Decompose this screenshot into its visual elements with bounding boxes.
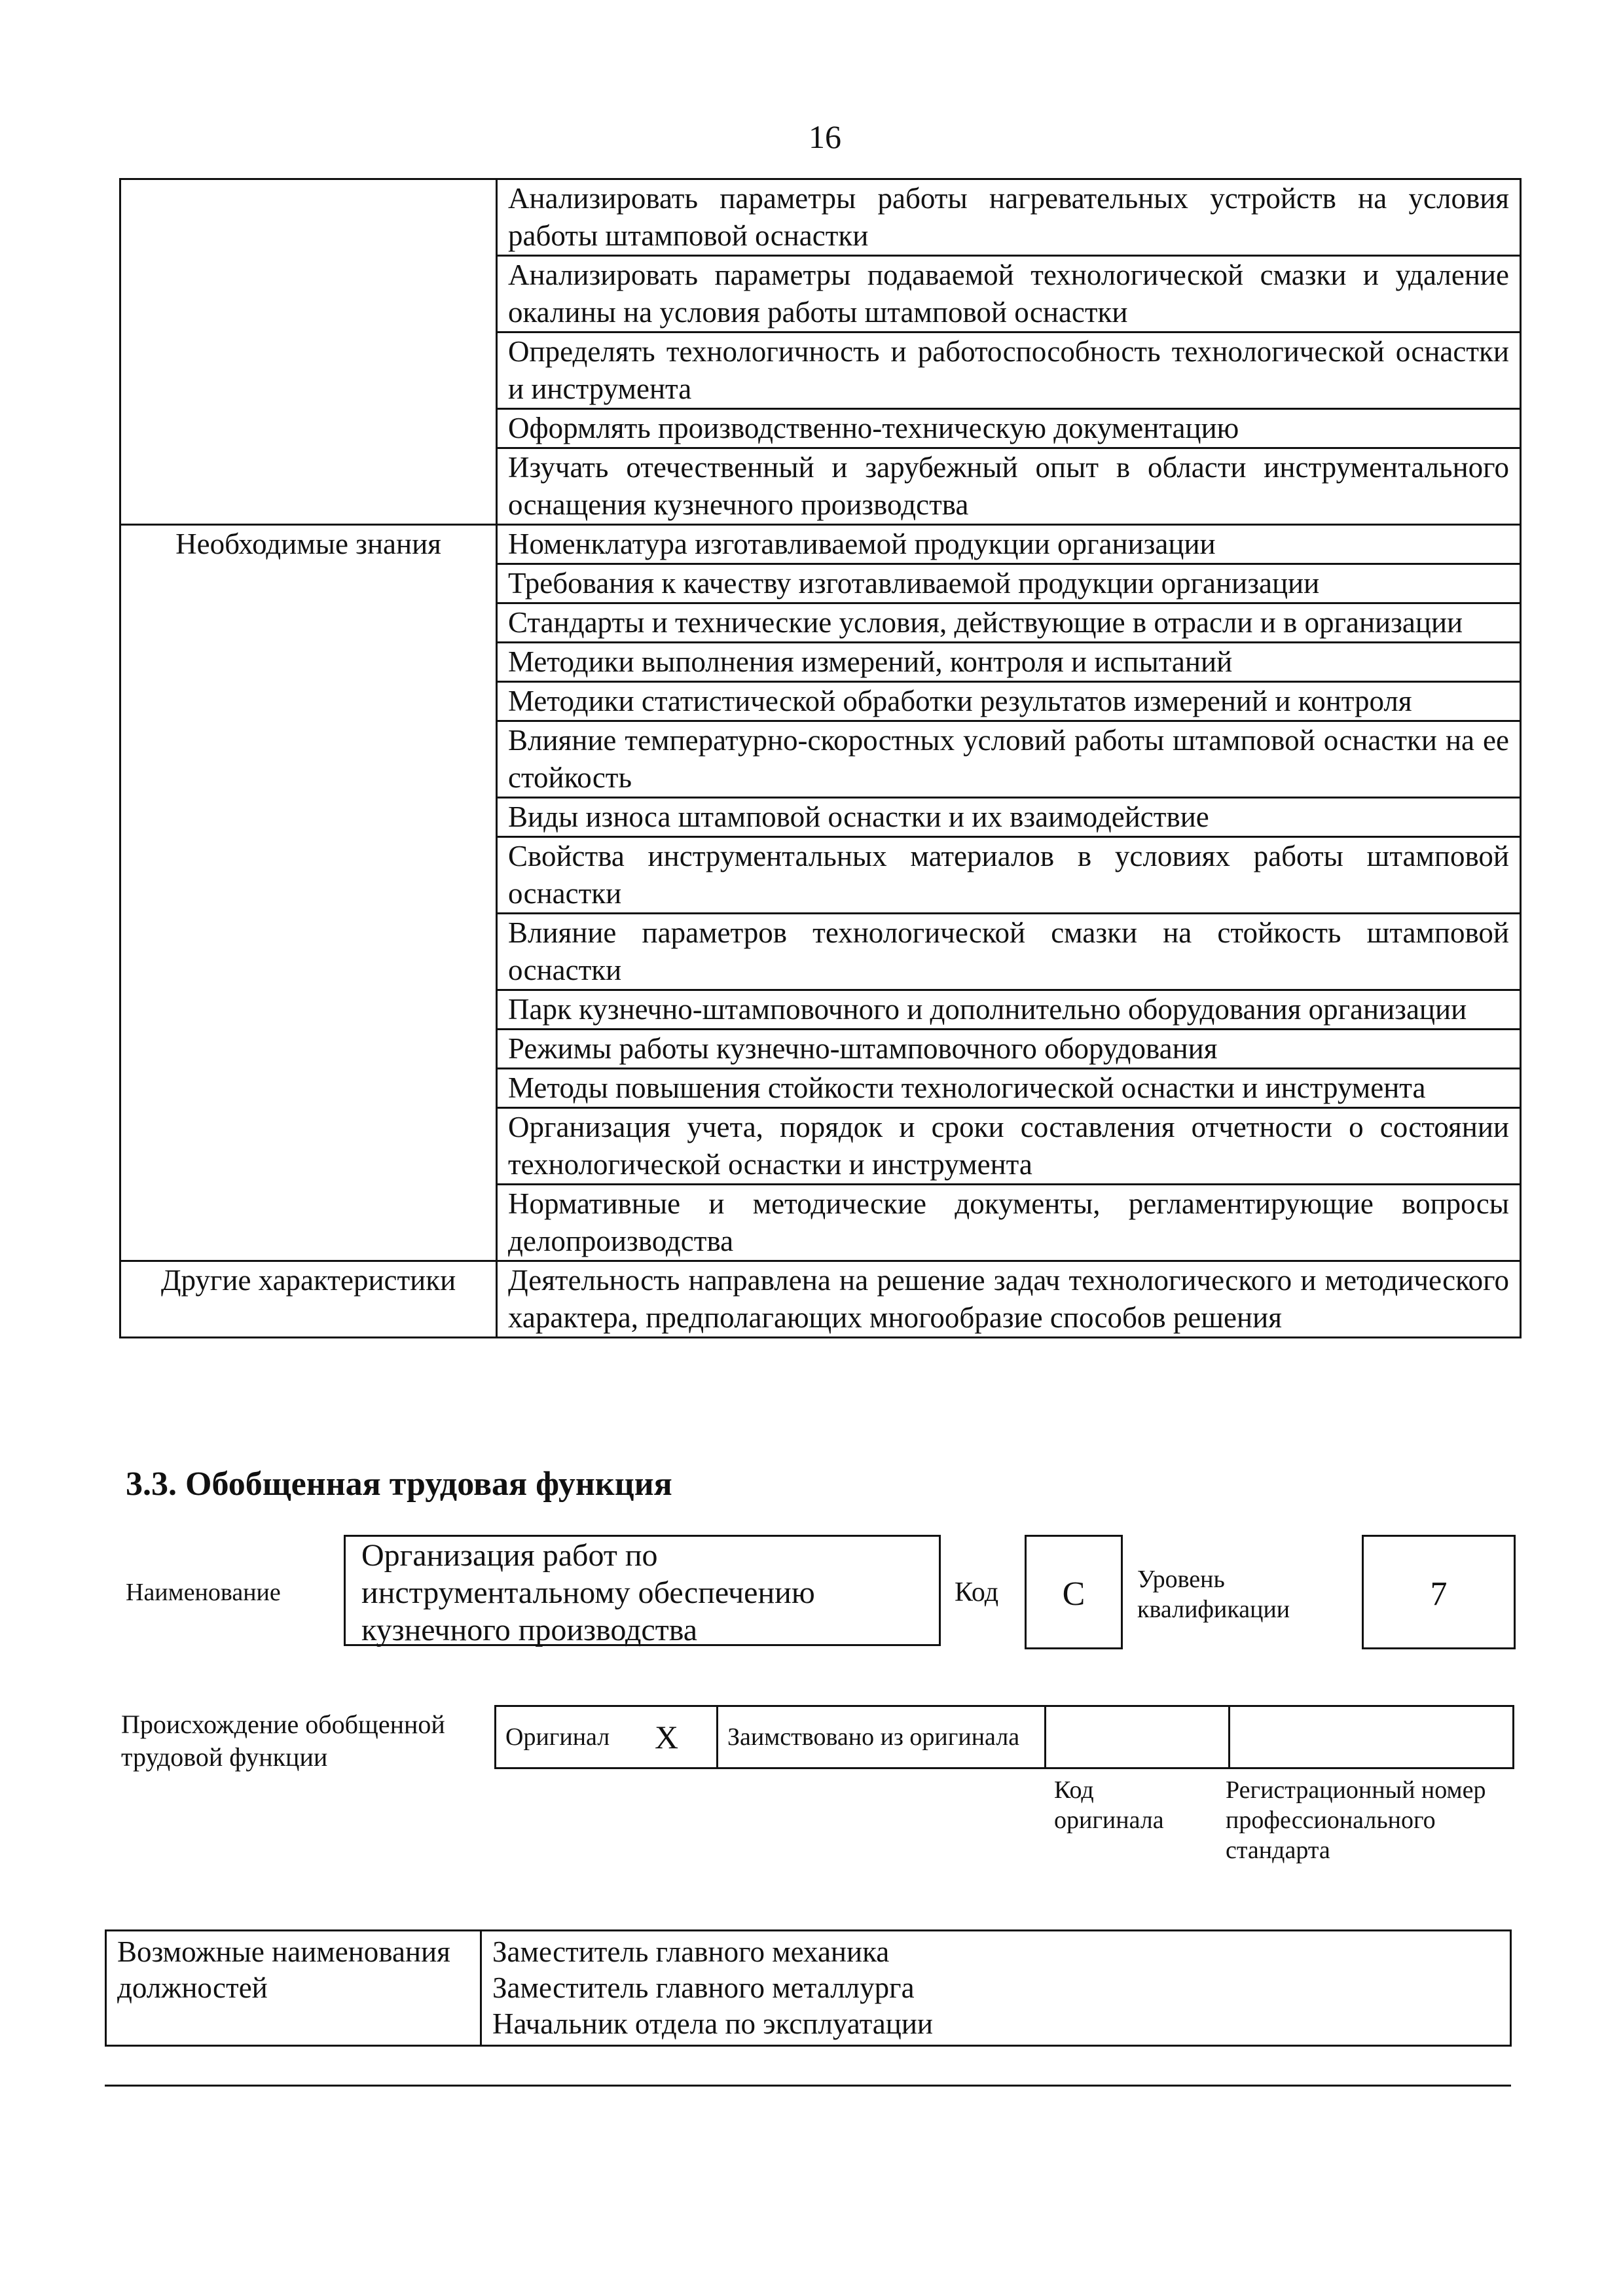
knowledge-item: Нормативные и методические документы, регламентирующие вопросы делопроизводства xyxy=(497,1185,1521,1261)
knowledge-item: Режимы работы кузнечно-штамповочного оборудования xyxy=(497,1030,1521,1069)
level-value: 7 xyxy=(1362,1535,1516,1649)
table-row xyxy=(120,256,1521,332)
page-number: 16 xyxy=(809,118,841,155)
section-heading: 3.3. Обобщенная трудовая функция xyxy=(126,1465,672,1503)
divider xyxy=(105,2085,1511,2087)
position-item: Заместитель главного механика xyxy=(492,1935,890,1968)
positions-list xyxy=(481,1931,1511,2046)
skill-item: Изучать отечественный и зарубежный опыт в области инструментального оснащения кузнечного производства xyxy=(497,448,1521,525)
table-row xyxy=(120,1069,1521,1108)
positions-label: Возможные наименования должностей xyxy=(106,1931,481,2046)
table-row xyxy=(120,1261,1521,1338)
empty-label-cell xyxy=(120,179,497,256)
table-row xyxy=(120,798,1521,837)
knowledge-item: Виды износа штамповой оснастки и их взаимодействие xyxy=(497,798,1521,837)
table-row xyxy=(496,1706,1514,1768)
skill-item: Определять технологичность и работоспособность технологической оснастки и инструмента xyxy=(497,332,1521,409)
knowledge-item: Парк кузнечно-штамповочного и дополнительно оборудования организации xyxy=(497,990,1521,1030)
table-row xyxy=(120,1108,1521,1185)
knowledge-item: Методы повышения стойкости технологической оснастки и инструмента xyxy=(497,1069,1521,1108)
skill-item: Анализировать параметры подаваемой технологической смазки и удаление окалины на условия работы штамповой оснастки xyxy=(497,256,1521,332)
origin-table xyxy=(494,1705,1514,1769)
table-row xyxy=(120,721,1521,798)
skill-item: Оформлять производственно-техническую документацию xyxy=(497,409,1521,448)
table-row xyxy=(120,682,1521,721)
table-row xyxy=(120,1030,1521,1069)
knowledge-item: Влияние температурно-скоростных условий работы штамповой оснастки на ее стойкость xyxy=(497,721,1521,798)
knowledge-item: Номенклатура изготавливаемой продукции организации xyxy=(497,525,1521,564)
knowledge-item: Влияние параметров технологической смазки на стойкость штамповой оснастки xyxy=(497,914,1521,990)
knowledge-item: Стандарты и технические условия, действующие в отрасли и в организации xyxy=(497,603,1521,643)
function-name-value: Организация работ по инструментальному обеспечению кузнечного производства xyxy=(344,1535,941,1646)
level-label: Уровень квалификации xyxy=(1137,1566,1290,1623)
knowledge-label: Необходимые знания xyxy=(120,525,497,564)
knowledge-table xyxy=(119,178,1522,1338)
table-row xyxy=(120,1185,1521,1261)
position-item: Заместитель главного металлурга xyxy=(492,1971,915,2004)
code-value: C xyxy=(1025,1535,1123,1649)
table-row xyxy=(120,914,1521,990)
table-row xyxy=(120,448,1521,525)
knowledge-item: Свойства инструментальных материалов в условиях работы штамповой оснастки xyxy=(497,837,1521,914)
code-original-caption: Код оригинала xyxy=(1054,1776,1164,1834)
table-row xyxy=(120,179,1521,256)
table-row xyxy=(106,1931,1511,2046)
original-mark: X xyxy=(646,1706,718,1768)
other-label: Другие характеристики xyxy=(120,1261,497,1338)
borrowed-label: Заимствовано из оригинала xyxy=(718,1706,1046,1768)
table-row xyxy=(120,525,1521,564)
skill-item: Анализировать параметры работы нагревательных устройств на условия работы штамповой оснастки xyxy=(497,179,1521,256)
table-row xyxy=(120,990,1521,1030)
positions-table xyxy=(105,1929,1512,2047)
table-row xyxy=(120,643,1521,682)
table-row xyxy=(120,332,1521,409)
reg-number-caption: Регистрационный номер профессионального стандарта xyxy=(1226,1776,1486,1864)
other-item: Деятельность направлена на решение задач технологического и методического характера, предполагающих многообразие способов решения xyxy=(497,1261,1521,1338)
code-label: Код xyxy=(955,1577,999,1607)
knowledge-item: Методики выполнения измерений, контроля и испытаний xyxy=(497,643,1521,682)
knowledge-item: Методики статистической обработки результатов измерений и контроля xyxy=(497,682,1521,721)
table-row xyxy=(120,409,1521,448)
name-label: Наименование xyxy=(126,1579,281,1606)
knowledge-item: Организация учета, порядок и сроки составления отчетности о состоянии технологической оснастки и инструмента xyxy=(497,1108,1521,1185)
code-original-cell xyxy=(1046,1706,1230,1768)
original-label: Оригинал xyxy=(496,1706,646,1768)
position-item: Начальник отдела по эксплуатации xyxy=(492,2007,934,2040)
reg-number-cell xyxy=(1230,1706,1514,1768)
table-row xyxy=(120,837,1521,914)
table-row xyxy=(120,564,1521,603)
table-row xyxy=(120,603,1521,643)
knowledge-item: Требования к качеству изготавливаемой продукции организации xyxy=(497,564,1521,603)
origin-label: Происхождение обобщенной трудовой функции xyxy=(121,1710,445,1772)
